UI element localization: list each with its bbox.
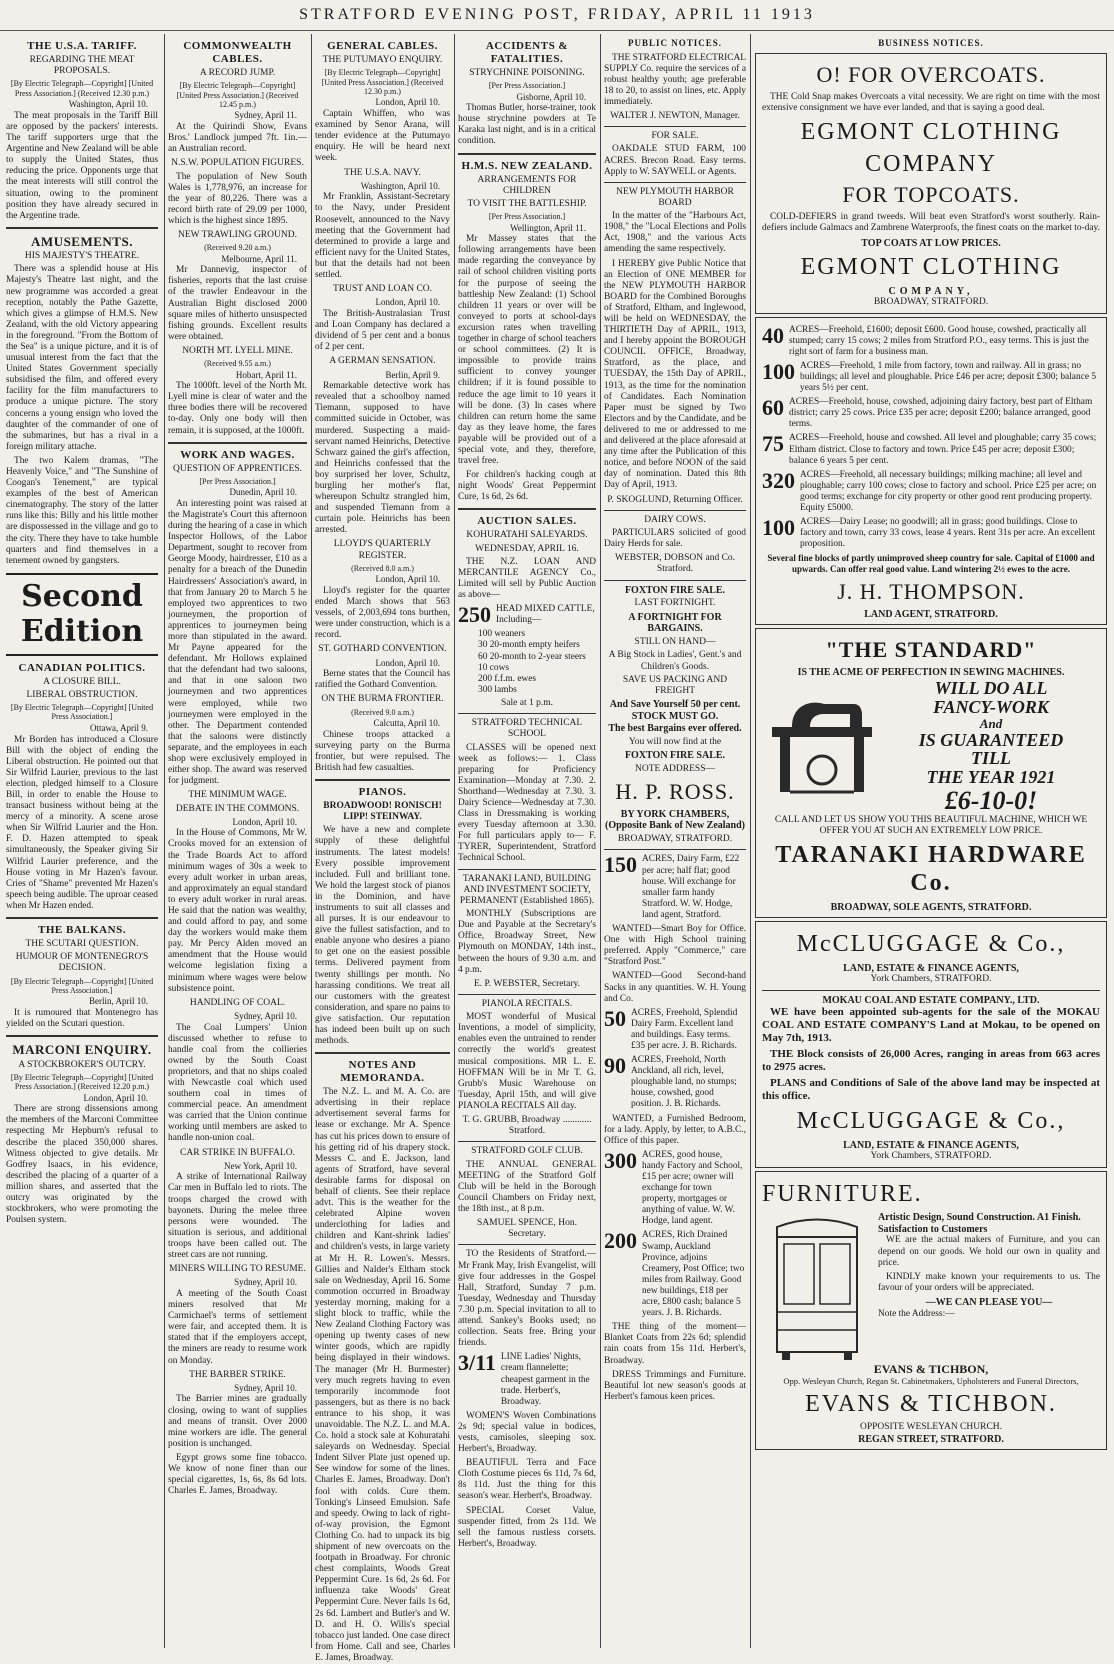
article-dateline: Sydney, April 11.	[234, 110, 297, 121]
article-body: At the Quirindi Show, Evans Bros.' Landlock jumped 7ft. 1in.—an Australian record.	[168, 122, 307, 155]
article-dateline: New York, April 10.	[223, 1160, 297, 1171]
signature: P. SKOGLUND, Returning Officer.	[607, 494, 743, 505]
article-body: The Barrier mines are gradually closing, owing to want of supplies and means of transit. Over 2000 mine workers are idle. The general position is unchanged.	[168, 1394, 307, 1449]
signature: WEBSTER, DOBSON and Co. Stratford.	[614, 553, 736, 575]
notice-body: THE STRATFORD ELECTRICAL SUPPLY Co. require the services of a robust healthy youth; age preferable 18 to 20, to assist on lines, etc. Apply immediately.	[604, 52, 746, 107]
article-body: A strike of International Railway Car men in Buffalo led to riots. The troops charged the crowd with bayonets. During the melee three persons were wounded. The situation is serious, and additional troops have been called out. The street cars are not running.	[168, 1172, 307, 1261]
classified-ad	[604, 854, 746, 921]
article-headline: WORK AND WAGES.	[180, 448, 295, 461]
slogan-line: TILL	[971, 748, 1011, 769]
column-1	[6, 36, 158, 1646]
classified-ad: WANTED—Good Second-hand Sacks in any quantities. W. H. Young and Co.	[604, 971, 746, 1004]
article-body: Berne states that the Council has ratified the Gothard Convention.	[315, 669, 450, 691]
machine-slogan	[882, 679, 1100, 814]
ad-line: BROADWAY, STRATFORD.	[617, 834, 733, 845]
ad-line: BY YORK CHAMBERS,	[620, 808, 730, 820]
article-dateline: Wellington, April 11.	[510, 222, 586, 233]
column-rule	[311, 34, 312, 1648]
article-subhead: WEDNESDAY, APRIL 16.	[475, 543, 579, 554]
article-subhead: MINERS WILLING TO RESUME.	[169, 1264, 306, 1275]
article-subhead: LLOYD'S QUARTERLY REGISTER.	[333, 539, 432, 561]
classified-ad	[458, 1352, 596, 1407]
classified-ad: SPECIAL Corset Value, suspender fitted, from 2s 11d. We sell the famous rustless corsets. Herbert's, Broadway.	[458, 1505, 596, 1549]
article-body: THE ANNUAL GENERAL MEETING of the Stratford Golf Club will be held in the Borough Council Chambers on Friday next, the 18th inst., at 8 p.m.	[458, 1159, 596, 1214]
article-subhead: KOHURATAHI SALEYARDS.	[466, 530, 588, 541]
ad-price: £6-10-0!	[944, 786, 1038, 816]
article-body: Mr Massey states that the following arrangements have been made regarding the conveyance by rail of school children visiting ports for the purpose of seeing the battleship New Zealand: (1) School children 11 years or over will be conveyed to ports at school-days excursion rates when travelling together in charge of school teachers or school committees. (2) It is impossible to provide trains sufficient to convey younger children; if it is found possible to reduce the age limit to 10 years it will be done. (3) In cases where children can return home the same day as they leave home, the fares payable will be provided out of a special vote, and they, therefore, travel free.	[458, 234, 596, 467]
notice-body: OAKDALE STUD FARM, 100 ACRES. Brecon Road. Easy terms. Apply to W. SAYWELL or Agents.	[604, 144, 746, 177]
list-item: 100 weaners	[478, 629, 526, 640]
ad-text: ACRES, Dairy Farm, £22 per acre; half flat; good house. Will exchange for smaller farm handy Stratford. W. W. Hodge, land agent, Stratford.	[642, 854, 740, 920]
article-body: The British-Australasian Trust and Loan Company has declared a dividend of 5 per cent and a bonus of 2 per cent.	[315, 308, 450, 353]
divider	[315, 1052, 450, 1054]
article-credit: [By Electric Telegraph—Copyright] [United Press Association.] (Received 12.30 p.m.)	[10, 79, 154, 98]
list-item: 200 f.f.m. ewes	[478, 673, 537, 684]
farm-acres: 100	[762, 515, 795, 541]
farm-acres: 75	[762, 431, 784, 457]
article-body: THE N.Z. LOAN AND MERCANTILE AGENCY Co., Limited will sell by Public Auction as above—	[458, 556, 596, 601]
article-credit: [By Electric Telegraph—Copyright] [United Press Association.]	[10, 703, 154, 722]
article-dateline: Washington, April 10.	[360, 180, 440, 191]
divider	[604, 182, 746, 183]
divider	[604, 849, 746, 850]
ad-name: EVANS & TICHBON.	[805, 1391, 1057, 1418]
article-credit: [Per Press Association.]	[488, 81, 566, 91]
article-credit: [By Electric Telegraph—Copyright] [United Press Association.] (Received 12.20 p.m.)	[10, 1072, 154, 1092]
article-body: The population of New South Wales is 1,778,976, an increase for the year of 80,226. There was a record birth rate of 29.09 per 1000, which is the highest since 1895.	[168, 171, 307, 226]
divider	[458, 508, 596, 510]
article-dateline: Sydney, April 10.	[234, 1277, 297, 1288]
ad-line: STOCK MUST GO.	[631, 710, 719, 722]
classified-ad: WANTED—Smart Boy for Office. One with High School training preferred. Apply "Commerce," care "Stratford Post."	[604, 924, 746, 968]
classified-ad: WANTED, a Furnished Bedroom, for a lady. Apply, by letter, to A.B.C., Office of this paper.	[604, 1113, 746, 1146]
ad-subtitle: IS THE ACME OF PERFECTION IN SEWING MACHINES.	[797, 667, 1065, 679]
article-dateline: London, April 10.	[375, 297, 440, 308]
overcoats-advert	[755, 53, 1107, 314]
ad-line: You will now find at the	[628, 736, 722, 747]
ad-line: And Save Yourself 50 per cent.	[609, 699, 741, 711]
article-headline: CANADIAN POLITICS.	[18, 661, 146, 674]
article-subhead: THE SCUTARI QUESTION.	[25, 938, 139, 949]
farm-description: ACRES—Dairy Lease; no goodwill; all in grass; good buildings. Close to factory and town, carry 33 cows, lease 4 years. Rent 31s per acre. An excellent proposition.	[800, 517, 1096, 550]
article-credit: [Per Press Association.]	[488, 212, 566, 222]
ad-name: COMPANY	[865, 151, 997, 178]
divider	[604, 580, 746, 581]
ad-text: CALL AND LET US SHOW YOU THIS BEAUTIFUL MACHINE, WHICH WE OFFER YOU AT SUCH AN EXTREMELY LOW PRICE.	[774, 814, 1088, 836]
ad-name: J. H. THOMPSON.	[837, 578, 1025, 604]
list-item: 60 20-month to 2-year steers	[478, 651, 586, 662]
ad-line: —WE CAN PLEASE YOU—	[925, 1296, 1053, 1308]
lot-number: 250	[458, 602, 491, 628]
farm-description: ACRES—Freehold, house and cowshed. All level and ploughable; carry 35 cows; Eltham district. Close to factory and town. Price £45 per acre; deposit £300; balance 6 years 5 per cent.	[789, 433, 1097, 466]
article-dateline: London, April 10.	[232, 816, 297, 827]
ad-line: Note the Address:—	[878, 1308, 955, 1319]
article-body: The meat proposals in the Tariff Bill are opposed by the packers' interests. The tariff supporters urge that the Argentine and New Zealand will be able to supply the United States, thus reducing the price. Opponents urge that the meat interests will still control the situation, owing to the prominent position they have already secured in the Argentine trade.	[6, 110, 158, 221]
article-credit: (Received 9.20 a.m.)	[204, 243, 271, 253]
ad-text: WE are the actual makers of Furniture, and you can depend on our goods. We hold our own in quality and price.	[878, 1235, 1100, 1268]
ad-role: LAND, ESTATE & FINANCE AGENTS,	[843, 1139, 1019, 1151]
lot-description: HEAD MIXED CATTLE, Including—	[496, 604, 595, 626]
article-subhead: TARANAKI LAND, BUILDING AND INVESTMENT SOCIETY, PERMANENT (Established 1865).	[459, 873, 595, 906]
ad-line: A FORTNIGHT FOR BARGAINS.	[628, 611, 722, 635]
article-subhead: DAIRY COWS.	[644, 514, 706, 525]
article-dateline: London, April 10.	[375, 574, 440, 585]
ad-line: LAST FORTNIGHT.	[634, 598, 716, 609]
machine-row	[762, 679, 1100, 814]
column-6	[755, 36, 1107, 1646]
divider	[458, 1244, 596, 1245]
slogan-line: IS GUARANTEED	[918, 729, 1064, 750]
article-subhead: CAR STRIKE IN BUFFALO.	[180, 1147, 295, 1158]
article-body: Mr Borden has introduced a Closure Bill with the object of ending the Liberal obstruction. He pointed out that Sir Wilfrid Laurier, previous to the last election, pledged himself to a Closure Bill, in order to enable the House to transact business without being at the mercy of a minority. A scene arose when Sir Wilfrid Laurier and the Hon. F. D. Hazen attempted to speak simultaneously, the Speaker giving Sir Wilfrid Laurier preference, and the House voting in Mr Hazen's favour. Cries of "Shame" prevented Mr Hazen's speech being audible. The uproar ceased when Mr Hazen ended.	[6, 734, 158, 911]
article-dateline: London, April 10.	[375, 657, 440, 668]
divider	[6, 1035, 158, 1037]
divider	[6, 917, 158, 919]
farm-acres: 40	[762, 322, 784, 348]
auction-lot	[458, 604, 596, 626]
article-subhead: QUESTION OF APPRENTICES.	[172, 463, 303, 474]
article-body: Lloyd's register for the quarter ended March shows that 563 vessels, of 2,003,694 tons burthen, were under construction, which is a record.	[315, 585, 450, 641]
article-subhead: THE U.S.A. NAVY.	[344, 167, 421, 178]
ad-number: 3/11	[458, 1350, 496, 1376]
farm-description: ACRES—Freehold, house, cowshed, adjoining dairy factory, best part of Eltham district; carry 25 cows. Price £35 per acre; deposit £200; balance arranged, good terms.	[789, 397, 1093, 430]
ad-line: (Opposite Bank of New Zealand)	[604, 820, 745, 832]
article-headline: THE U.S.A. TARIFF.	[27, 40, 137, 52]
classified-ad	[604, 1005, 746, 1052]
column-3	[315, 36, 450, 1663]
notice-body: I HEREBY give Public Notice that an Election of ONE MEMBER for the NEW PLYMOUTH HARBOR BOARD for the Combined Boroughs of Stratford, Eltham, and Inglewood, will be held on WEDNESDAY, the THIRTIETH Day of APRIL, 1913, and I hereby appoint the BOROUGH COUNCIL OFFICE, Broadway, Stratford, as the place, and TUESDAY, the 15th Day of APRIL, 1913, as the time for the nomination of Candidates. Each Nomination Paper must be signed by Two Electors and by the Candidate, and be delivered to me or addressed to me and delivered at the place aforesaid at any time after the Publication of this notice, and before NOON of the said day of nomination. Dated this 8th Day of April, 1913.	[604, 258, 746, 491]
article-headline: GENERAL CABLES.	[327, 40, 438, 52]
ad-price: TOP COATS AT LOW PRICES.	[861, 237, 1001, 249]
article-headline: NOTES AND MEMORANDA.	[340, 1059, 425, 1085]
slogan-line: And	[979, 715, 1003, 731]
ad-address: York Chambers, STRATFORD.	[870, 974, 992, 985]
ad-number: 90	[604, 1053, 626, 1079]
article-credit: [By Electric Telegraph—Copyright] [United Press Association.] (Received 12.45 p.m.)	[176, 81, 299, 110]
article-dateline: Melbourne, April 11.	[221, 253, 297, 264]
article-credit: [Per Press Association.]	[199, 476, 276, 486]
article-body: The two Kalem dramas, "The Heavenly Voice," and "The Sunshine of Coogan's Tenement," are typical examples of the best of American cinematography. The story of the latter runs like this: Billy and his little mother are dispossessed in the village and go to the city. There they have to take humble quarters and find themselves in a tenement owned by gangsters.	[6, 455, 158, 566]
ad-title: "THE STANDARD"	[825, 637, 1037, 663]
divider	[604, 126, 746, 127]
article-dateline: Dunedin, April 10.	[229, 487, 297, 498]
article-subhead: BROADWOOD! RONISCH! LIPP! STEINWAY.	[323, 800, 442, 823]
article-subhead: THE MINIMUM WAGE.	[188, 790, 287, 801]
wardrobe-icon	[762, 1212, 872, 1362]
farm-description: ACRES—Freehold, 1 mile from factory, town and railway. All in grass; no buildings; all level and ploughable. Price £46 per acre; deposit £300; balance 5 years 5½ per cent.	[800, 360, 1097, 394]
ad-text: KINDLY make known your requirements to us. The favour of your orders will be appreciated.	[878, 1271, 1100, 1293]
notice-body: PARTICULARS solicited of good Dairy Herds for sale.	[604, 527, 746, 550]
section-heading: AUCTION SALES.	[477, 515, 577, 528]
article-subhead: A GERMAN SENSATION.	[329, 356, 436, 367]
article-subhead: A STOCKBROKER'S OUTCRY.	[18, 1059, 146, 1070]
article-body: We have a new and complete supply of these delightful instruments. The latest models! Every possible improvement included. Full and brilliant tone. We hold the largest stock of pianos in the Dominion, and have instruments to suit all classes and all purses. It is our endeavour to give the fullest satisfaction, and to enable anyone who desires a piano to get one on the easiest possible terms. Delivered payment from twenty shillings per month. No harassing conditions. We treat all our customers with the greatest consideration, and spare no pains to give satisfaction. Our reputation has indeed been built up on such methods.	[315, 825, 450, 1047]
list-item: 30 20-month empty heifers	[478, 640, 580, 651]
signature: SAMUEL SPENCE, Hon. Secretary.	[477, 1218, 577, 1240]
ad-text: THE Block consists of 26,000 Acres, ranging in areas from 663 acres to 2975 acres.	[762, 1048, 1100, 1074]
divider	[762, 990, 1100, 991]
slogan-line: THE YEAR 1921	[926, 767, 1056, 788]
ad-role: LAND AGENT, STRATFORD.	[864, 608, 998, 620]
ad-title: MOKAU COAL AND ESTATE COMPANY., LTD.	[822, 994, 1040, 1006]
article-body: Mr Dannevig, inspector of fisheries, reports that the last cruise of the trawler Endeavour in the Australian Bight disclosed 2000 square miles of hitherto unsuspected fishing grounds. Excellent results were obtained.	[168, 265, 307, 342]
divider	[315, 779, 450, 781]
ad-address: BROADWAY, SOLE AGENTS, STRATFORD.	[830, 901, 1032, 913]
classified-ad	[604, 1055, 746, 1110]
article-body: MOST wonderful of Musical Inventions, a model of simplicity, enables even the untrained to render correctly the world's greatest musical compositions. MR L. E. HOFFMAN Will be in Mr T. G. Grubb's Music Warehouse on Tuesday, April 15th, and will give PIANOLA RECITALS All day.	[458, 1012, 596, 1111]
ad-text: ACRES, Rich Drained Swamp, Auckland Province, adjoins Creamery, Post Office; two miles from Railway. Good new buildings, £18 per acre, £800 cash; balance 5 years. J. B. Richards.	[642, 1230, 745, 1319]
farm-description: ACRES—Freehold, all necessary buildings; milking machine; all level and ploughable; carry 100 cows; close to factory and school. Price £25 per acre; on good terms; exchange for city property or other good rent producing property. Equity £5000.	[800, 469, 1097, 514]
ad-line: The best Bargains ever offered.	[608, 722, 742, 734]
article-subhead: STRATFORD GOLF CLUB.	[471, 1146, 583, 1157]
divider	[168, 442, 307, 444]
article-body: There was a splendid house at His Majesty's Theatre last night, and the new programme was accorded a great reception, notably the Pathe Gazette, which gives a glimpse of H.M.S. New Zealand, with the old Victory appearing in the foreground. "From the Bottom of the Sea" is a unique picture, and it is of unusual interest from the fact that the United States Government specially subsidised the film, and offered every facility for the film manufacturers to produce a unique picture. The story concerns a young ensign who loved the daughter of the commander of one of the submarines, but has a rival in a foreign military attache.	[6, 264, 158, 452]
ad-text: ACRES, Freehold, Splendid Dairy Farm. Excellent land and buildings. Easy terms. £35 per acre. J. B. Richards.	[631, 1007, 738, 1051]
article-dateline: Gisborne, April 10.	[516, 91, 586, 102]
article-body: Thomas Butler, horse-trainer, took house strychnine powders at Te Karaka last night, and is in a critical condition.	[458, 103, 596, 147]
classified-ad	[604, 1230, 746, 1319]
article-body: In the House of Commons, Mr W. Crooks moved for an extension of the Trade Boards Act to afford minimum wages of 30s a week to every adult worker in urban areas, and approximately an equal standard to every adult worker in rural areas. He said that the nation was wealthy, and could afford to pay, and some day the workers would make them pay. Mr Percy Alden moved an amendment that the House would welcome legislation fixing a minimum where wages were below subsistence point.	[168, 828, 307, 994]
divider	[458, 994, 596, 995]
article-subhead: REGARDING THE MEAT PROPOSALS.	[29, 54, 135, 77]
ad-name: COMPANY,	[888, 285, 974, 297]
farm-description: ACRES—Freehold, £1600; deposit £600. Good house, cowshed, practically all stumped; carry 15 cows; 2 miles from Stratford P.O., easy terms. This is just the right sort of farm for a business man.	[789, 324, 1089, 357]
advert-line: Egypt grows some fine tobacco. We know of none finer than our special cigarettes, 1s, 6s, 8s 6d lots. Charles E. James, Broadway.	[168, 1452, 307, 1497]
list-item: 10 cows	[478, 662, 509, 673]
article-subhead: FOR SALE.	[651, 131, 699, 142]
article-dateline: London, April 10.	[375, 97, 440, 108]
article-subhead: HIS MAJESTY'S THEATRE.	[24, 251, 140, 262]
ad-name: EGMONT CLOTHING	[800, 254, 1062, 281]
furniture-row	[762, 1212, 1100, 1362]
advert-line: For children's hacking cough at night Woods' Great Peppermint Cure, 1s 6d, 2s 6d.	[458, 470, 596, 503]
farm-acres: 100	[762, 358, 795, 384]
article-subhead: THE BARBER STRIKE.	[189, 1369, 286, 1380]
ad-name: TARANAKI HARDWARE Co.	[775, 841, 1087, 897]
article-credit: (Received 9.0 a.m.)	[351, 707, 414, 717]
column-4	[458, 36, 596, 1646]
mccluggage-advert	[755, 921, 1107, 1167]
ad-address: OPPOSITE WESLEYAN CHURCH.	[859, 1422, 1003, 1433]
article-subhead: N.S.W. POPULATION FIGURES.	[171, 158, 304, 169]
section-heading: PUBLIC NOTICES.	[627, 38, 723, 48]
ad-note: Several fine blocks of partly unimproved sheep country for sale. Capital of £1000 and upwards. Can offer real good value. Land wintering 2½ ewes to the acre.	[767, 553, 1095, 575]
article-headline: H.M.S. NEW ZEALAND.	[461, 159, 593, 172]
article-headline: COMMONWEALTH CABLES.	[183, 40, 292, 65]
classified-ad	[604, 1147, 746, 1228]
ad-number: 300	[604, 1147, 637, 1173]
column-5	[604, 36, 746, 1646]
ad-address: York Chambers, STRATFORD.	[870, 1151, 992, 1162]
column-rule	[750, 34, 751, 1648]
article-headline: THE BALKANS.	[38, 924, 126, 936]
article-body: CLASSES will be opened next week as follows:— 1. Class preparing for Proficiency Examination—Monday at 7.30. 2. Shorthand—Wednesday at 7.30. 3. Dairy Science—Wednesday at 7.30. Class in Dressmaking is working every Tuesday afternoon at 3.30. For full particulars apply to— F. TYRER, Superintendent, Stratford Technical School.	[458, 742, 596, 864]
ad-name: EVANS & TICHBON,	[873, 1361, 989, 1376]
column-rule	[164, 34, 165, 1648]
ad-text: LINE Ladies' Nights, cream flannelette; cheapest garment in the trade. Herbert's, Broadway.	[500, 1352, 590, 1407]
furniture-advert	[755, 1171, 1107, 1451]
ad-line: SAVE US PACKING AND FREIGHT	[622, 674, 728, 696]
article-dateline: Hobart, April 11.	[235, 369, 297, 380]
farm-listing	[762, 467, 1100, 514]
ad-text: WE have been appointed sub-agents for the sale of the MOKAU COAL AND ESTATE COMPANY'S Land at Mokau, to be opened on May 7th, 1913.	[762, 1006, 1100, 1045]
ad-number: 200	[604, 1228, 637, 1254]
article-headline: ACCIDENTS & FATALITIES.	[485, 40, 569, 65]
article-subhead: STRYCHNINE POISONING.	[469, 67, 585, 78]
article-body: A meeting of the South Coast miners resolved that Mr Carmichael's terms of settlement were fair, and accepted them. It is stated that if the employers accept, the miners are ready to resume work on Monday.	[168, 1288, 307, 1366]
article-body: It is rumoured that Montenegro has yielded on the Scutari question.	[6, 1008, 158, 1030]
article-subhead: ARRANGEMENTS FOR CHILDREN	[477, 174, 577, 196]
slogan-line: WILL DO ALL	[934, 678, 1048, 699]
second-edition-banner: Second Edition	[6, 573, 158, 656]
section-heading: BUSINESS NOTICES.	[878, 38, 984, 48]
ad-name: H. P. ROSS.	[615, 778, 735, 804]
article-body: Chinese troops attacked a surveying party on the Burma frontier, but were repulsed. The British had few casualties.	[315, 729, 450, 773]
ad-name: EGMONT CLOTHING	[800, 118, 1062, 145]
column-rule	[600, 34, 601, 1648]
article-subhead: NEW TRAWLING GROUND.	[178, 230, 297, 241]
article-subhead: LIBERAL OBSTRUCTION.	[26, 689, 138, 700]
ad-number: 150	[604, 852, 637, 878]
article-dateline: Ottawa, April 9.	[90, 722, 148, 733]
article-subhead: PIANOLA RECITALS.	[481, 998, 573, 1009]
signature: WALTER J. NEWTON, Manager.	[610, 111, 740, 122]
signature: E. P. WEBSTER, Secretary.	[473, 978, 581, 989]
furniture-text	[872, 1212, 1100, 1362]
ad-name: McCLUGGAGE & Co.,	[796, 931, 1066, 958]
signature: T. G. GRUBB, Broadway ............ Stratford.	[462, 1115, 592, 1137]
sewing-machine-advert	[755, 628, 1107, 918]
article-dateline: London, April 10.	[83, 1092, 148, 1103]
divider	[458, 153, 596, 155]
farm-listing	[762, 433, 1100, 466]
article-subhead: ON THE BURMA FRONTIER.	[321, 694, 444, 705]
article-body: The Coal Lumpers' Union discussed whether to refuse to handle coal from the collieries owned by the South Coast proprietors, and that no ships coaled with Newcastle coal which used southern coal in times of commercial peace. An amendment was carried that the Union continue working until members are asked to handle non-union coal.	[168, 1022, 307, 1144]
article-body: The 1000ft. level of the North Mt. Lyell mine is clear of water and the three bodies there will be recovered to-day. Only one body will then remain, it is supposed, at the 1000ft.	[168, 381, 307, 436]
classified-ad: WOMEN'S Woven Combinations 2s 9d; special value in bodices, vests, camisoles, sleeping sox. Herbert's, Broadway.	[458, 1410, 596, 1455]
article-credit: (Received 9.55 a.m.)	[204, 359, 271, 369]
ad-line: NOTE ADDRESS—	[635, 763, 715, 774]
ad-text: ACRES, good house, handy Factory and School, £15 per acre; owner will exchange for town property, mortgages or anything of value. W. W. Hodge, land agent.	[642, 1149, 743, 1227]
article-body: Remarkable detective work has revealed that a schoolboy named Tiemann, supposed to have committed suicide in October, was murdered. Suspecting a maid-servant named Heinrichs, Detective Schwarz gained the girl's affection, and Heinrichs confessed that the boy surprised her lover, Schultz, burgling her mother's flat, whereupon Schultz strangled him, and suspended Tiemann from a curtain pole. Heinrichs has been arrested.	[315, 381, 450, 536]
article-body: Captain Whiffen, who was examined by Senor Arana, will tender evidence at the Putumayo enquiry. He will be heard next week.	[315, 109, 450, 164]
ad-line: FOXTON FIRE SALE.	[624, 749, 726, 761]
ad-subtitle: Artistic Design, Sound Construction. A1 Finish. Satisfaction to Customers	[878, 1211, 1081, 1235]
article-subhead: A RECORD JUMP.	[199, 67, 276, 78]
article-dateline: Sydney, April 10.	[234, 1382, 297, 1393]
article-dateline: Sydney, April 10.	[234, 1010, 297, 1021]
sewing-machine-icon	[762, 692, 882, 802]
article-dateline: Calcutta, April 10.	[373, 718, 440, 728]
ad-name: McCLUGGAGE & Co.,	[796, 1108, 1066, 1135]
article-credit: (Received 8.0 a.m.)	[351, 563, 414, 573]
article-subhead: STRATFORD TECHNICAL SCHOOL	[471, 718, 583, 740]
ad-role: LAND, ESTATE & FINANCE AGENTS,	[843, 962, 1019, 974]
ad-heading: FOXTON FIRE SALE.	[624, 584, 726, 596]
article-subhead: NEW PLYMOUTH HARBOR BOARD	[616, 186, 734, 208]
divider	[604, 510, 746, 511]
farm-acres: 60	[762, 395, 784, 421]
classified-ad: DRESS Trimmings and Furniture. Beautiful lot new season's goods at Herbert's famous keen prices.	[604, 1369, 746, 1402]
land-agent-advert	[755, 317, 1107, 626]
ad-address: REGAN STREET, STRATFORD.	[858, 1433, 1004, 1445]
article-subhead: HANDLING OF COAL.	[189, 997, 286, 1008]
article-credit: [By Electric Telegraph—Copyright] [United Press Association.] (Received 12.30 p.m.)	[321, 68, 444, 97]
article-dateline: Washington, April 10.	[68, 99, 148, 110]
farm-listing	[762, 358, 1100, 394]
article-body: An interesting point was raised at the Magistrate's Court this afternoon during the hearing of a case in which Inspector Hollows, of the Labor Department, sought to recover from George Moody, hairdresser, £10 as a penalty for a breach of the Dunedin Hairdressers' Association's award, in that from January 20 to March 5 he employed two apprentices to two journeymen, the proportion of apprentices to journeymen being more than stipulated in the award. Mr Payne appeared for the defendant. Mr Hollows explained that the defendant had two saloons, and that in one saloon two journeymen and two apprentices were employed, while two journeymen were employed in the other. The Department contended that the saloons were distinctly separate, and the employees in each shop were exclusively employed in either shop. The award was reserved for judgment.	[168, 498, 307, 787]
divider	[458, 1141, 596, 1142]
article-subhead: THE PUTUMAYO ENQUIRY.	[322, 54, 443, 65]
article-subhead: ST. GOTHARD CONVENTION.	[318, 644, 447, 655]
article-subhead: TO VISIT THE BATTLESHIP.	[467, 198, 587, 209]
classified-ad: THE thing of the moment—Blanket Coats from 22s 6d; splendid rain coats from 15s 11d. Herbert's, Broadway.	[604, 1322, 746, 1366]
farm-listing	[762, 322, 1100, 358]
farm-listing	[762, 517, 1100, 550]
article-dateline: Berlin, April 9.	[385, 369, 440, 380]
sale-time: Sale at 1 p.m.	[501, 697, 553, 708]
ad-name: FOR TOPCOATS.	[842, 182, 1020, 208]
column-rule	[454, 34, 455, 1648]
ad-title: O! FOR OVERCOATS.	[816, 61, 1046, 87]
farm-acres: 320	[762, 467, 795, 493]
ad-text: ACRES, Freehold, North Anckland, all rich, level, ploughable land, no stumps; house, cowshed, good position. J. B. Richards.	[631, 1055, 737, 1110]
article-credit: [By Electric Telegraph—Copyright] [United Press Association.]	[10, 976, 154, 996]
masthead: STRATFORD EVENING POST, FRIDAY, APRIL 11 1913	[0, 0, 1114, 31]
list-item: 300 lambs	[478, 684, 517, 695]
article-subhead: HUMOUR OF MONTENEGRO'S DECISION.	[15, 952, 149, 974]
divider	[6, 227, 158, 229]
ad-address: Opp. Wesleyan Church, Regan St. Cabinetmakers, Upholsterers and Funeral Directors,	[783, 1376, 1079, 1387]
ad-number: 50	[604, 1005, 626, 1031]
ad-text: COLD-DEFIERS in grand tweeds. Will beat even Stratford's worst southerly. Rain-defiers include Galmacs and Zambrene Waterproofs, the finest coats on the market to-day.	[762, 212, 1100, 234]
article-headline: AMUSEMENTS.	[31, 233, 133, 249]
ad-text: THE Cold Snap makes Overcoats a vital necessity. We are right on time with the most extensive consignment we have ever landed, and that is saying a good deal.	[762, 91, 1100, 113]
slogan-line: FANCY-WORK	[933, 697, 1049, 718]
ad-address: BROADWAY, STRATFORD.	[873, 297, 989, 308]
divider	[458, 713, 596, 714]
classified-ad: BEAUTIFUL Terra and Face Cloth Costume pieces 6s 11d, 7s 6d, 8s 11d. Just the thing for this season's wear. Herbert's, Broadway.	[458, 1458, 596, 1502]
ad-text: PLANS and Conditions of Sale of the above land may be inspected at this office.	[762, 1077, 1100, 1103]
ad-line: A Big Stock in Ladies', Gent.'s and Children's Goods.	[608, 650, 742, 672]
article-headline: MARCONI ENQUIRY.	[12, 1042, 152, 1058]
lot-list	[458, 629, 596, 696]
divider	[458, 869, 596, 870]
article-body: There are strong dissensions among the members of the Marconi Committee respecting Mr Hepburn's refusal to describe the placed 350,000 shares. Witness objected to give details. Mr Godfrey Isaacs, in his evidence, described the placing of a quarter of a million shares, and asserted that the outcry was originated by the stockbrokers, who were promoting the Poulsen system.	[6, 1104, 158, 1226]
column-2	[168, 36, 307, 1646]
article-subhead: TRUST AND LOAN CO.	[332, 284, 433, 295]
article-body: TO the Residents of Stratford.—Mr Frank May, Irish Evangelist, will give four addresses in the Gospel Hall, Stratford, Sunday 7 p.m. Tuesday, Wednesday and Thursday 7.30 p.m. Special invitation to all to attend. Sankey's Books used; no collection. Seats free. Bring your friends.	[458, 1249, 596, 1349]
article-dateline: Berlin, April 10.	[89, 996, 148, 1007]
article-subhead: DEBATE IN THE COMMONS.	[175, 803, 300, 814]
notice-body: In the matter of the "Harbours Act, 1908," the "Local Elections and Polls Act, 1908," and the various Acts amending the same respectively.	[604, 211, 746, 255]
farm-listing	[762, 397, 1100, 430]
article-headline: PIANOS.	[358, 785, 407, 798]
article-body: Mr Franklin, Assistant-Secretary to the Navy, under President Roosevelt, announced to the Navy meeting that the Government had determined to provide a large and efficient navy for the United States, but that the details had not been settled.	[315, 192, 450, 281]
article-body: The N.Z. L. and M. A. Co. are advertising in their replace advertisement several farms for lease or exchange. Mr A. Spence has cut his prices down to ensure of his getting rid of his drapery stock. Messrs C. and E. Jackson, land agents of Stratford, have several desirable farms for disposal on behalf of clients. See their replace advt. This is the weather for the celebrated Alpine woven underclothing for ladies and children and Kant-shrink ladies' and children's vests, in large variety at Mr H. R. Lowen's. Messrs. Gillies and Nalder's Eltham stock sale on Wednesday, April 16. Some commotion occurred in Broadway yesterday morning, making for a slight block to traffic, while the New Zealand Clothing Factory was opening up twenty cases of new winter goods, which are rapidly being displayed in their windows. The manager (Mr H. Burmester) very much regrets having to even temporarily incommode foot passengers, but as there is no back entrance to his shop, it was unavoidable. The N.Z. L. and M.A. Co. hold a stock sale at Kohuratahi saleyards on Wednesday. Special Indent Silver Plate just opened up. See window for some of the lines. Charles E. James, Broadway. Don't fool with colds. Cure them. Tonking's Linseed Emulsion. Safe and speedy. Owing to lack of right-of-way provision, the Egmont Clothing Co. had to unpack its big shipment of new overcoats on the footpath in Broadway. For chronic chest complaints, Woods Great Peppermint Cure. 1s 6d, 2s 6d. For influenza take Woods' Great Peppermint Cure. Never fails 1s 6d, 2s 6d. Lambert and Butler's and W. D. and H. O. Wills's special tobacco just landed. One case direct from Home. Call and see, Charles E. James, Broadway.	[315, 1087, 450, 1663]
ad-line: STILL ON HAND—	[634, 637, 716, 648]
article-subhead: A CLOSURE BILL.	[43, 676, 121, 687]
article-subhead: NORTH MT. LYELL MINE.	[182, 345, 293, 356]
ad-title: FURNITURE.	[762, 1180, 923, 1207]
article-body: MONTHLY (Subscriptions are Due and Payable at the Secretary's Office, Broadway Street, New Plymouth on MONDAY, 14th inst., between the hours of 9.30 a.m. and 4 p.m.	[458, 909, 596, 975]
